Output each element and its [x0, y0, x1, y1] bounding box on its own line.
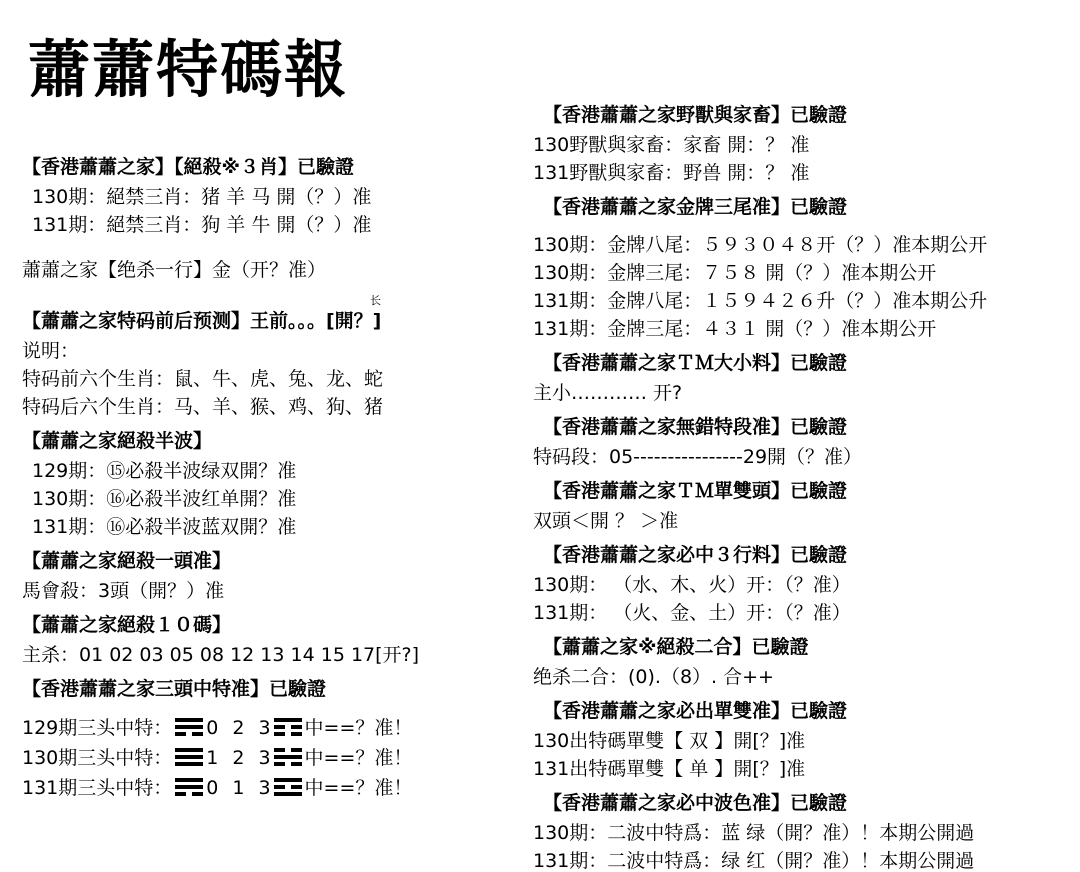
text-line: 131期： （火、金、土）开：（？准） — [533, 602, 851, 624]
row-period-label: 130期三头中特： — [22, 747, 173, 769]
section-header-tmdanshuangtou: 【香港蕭蕭之家ＴＭ單雙頭】已驗證 — [543, 480, 848, 502]
trigram-icon — [274, 718, 302, 739]
row-value-3: 3 — [258, 717, 271, 739]
text-line: 主杀：01 02 03 05 08 12 13 14 15 17[开?] — [22, 644, 420, 666]
text-line: 130期：金牌三尾：７５８ 開（？）准本期公开 — [533, 262, 937, 284]
row-value-3: 3 — [258, 747, 271, 769]
trigram-icon — [274, 778, 302, 799]
section-header-tmdaxiaoliao: 【香港蕭蕭之家ＴＭ大小料】已驗證 — [543, 352, 848, 374]
section-header-bichudanshuang: 【香港蕭蕭之家必出單雙准】已驗證 — [543, 700, 848, 722]
table-row — [22, 778, 522, 799]
superscript-mark: 长 — [370, 294, 381, 307]
text-line: 特码后六个生肖：马、羊、猴、鸡、狗、猪 — [22, 396, 384, 418]
page-title: 蕭蕭特碼報 — [28, 33, 349, 106]
row-value-1: 0 — [206, 717, 219, 739]
text-line: 130野獸與家畜：家畜 開：？ 准 — [533, 134, 810, 156]
section-header-yeshoujiachu: 【香港蕭蕭之家野獸與家畜】已驗證 — [543, 104, 848, 126]
section-header-wucuoteduan: 【香港蕭蕭之家無錯特段准】已驗證 — [543, 416, 848, 438]
trigram-icon — [175, 748, 203, 769]
row-tail: 中==？准！ — [304, 747, 413, 769]
text-line: 130期：⑯必殺半波红单開？准 — [32, 488, 297, 510]
text-line: 特码前六个生肖：鼠、牛、虎、兔、龙、蛇 — [22, 368, 384, 390]
text-line: 131期：金牌八尾：１５９４２６升（？）准本期公升 — [533, 290, 988, 312]
text-line: 双頭＜開 ？ ＞准 — [533, 510, 679, 532]
text-line-jueshayihang: 蕭蕭之家【绝杀一行】金（开？准） — [22, 259, 327, 281]
text-line: 绝杀二合：(0).（8）. 合++ — [533, 666, 774, 688]
row-period-label: 131期三头中特： — [22, 777, 173, 799]
text-line: 131期：⑯必殺半波蓝双開？准 — [32, 516, 297, 538]
text-line: 130期： （水、木、火）开：（？准） — [533, 574, 851, 596]
text-line: 说明： — [22, 340, 80, 362]
trigram-icon — [175, 778, 203, 799]
row-value-2: 1 — [232, 777, 245, 799]
right-column — [533, 100, 1078, 871]
section-header-jinpaisanwei: 【香港蕭蕭之家金牌三尾准】已驗證 — [543, 196, 848, 218]
section-header-bizhongbose: 【香港蕭蕭之家必中波色准】已驗證 — [543, 792, 848, 814]
trigram-icon — [175, 718, 203, 739]
section-header-jueshe10ma: 【蕭蕭之家絕殺１０碼】 — [22, 614, 232, 636]
section-header-temaqianhou: 【蕭蕭之家特码前后预测】王前。。。[開？] — [22, 310, 382, 332]
text-line: 131期：二波中特爲：绿 红（開？准）！本期公開過 — [533, 850, 975, 872]
row-value-1: 0 — [206, 777, 219, 799]
row-value-2: 2 — [232, 717, 245, 739]
section-header-jueshabanbo: 【蕭蕭之家絕殺半波】 — [22, 430, 213, 452]
text-line: 131出特碼單雙【 单 】開[？]准 — [533, 758, 806, 780]
row-tail: 中==？准！ — [304, 777, 413, 799]
row-value-2: 2 — [232, 747, 245, 769]
left-column — [22, 152, 522, 799]
text-line: 131期：金牌三尾：４３１ 開（？）准本期公开 — [533, 318, 937, 340]
text-line: 130出特碼單雙【 双 】開[？]准 — [533, 730, 806, 752]
table-row — [22, 718, 522, 739]
trigram-icon — [274, 748, 302, 769]
row-period-label: 129期三头中特： — [22, 717, 173, 739]
text-line: 130期：絕禁三肖：猪 羊 马 開（？）准 — [32, 186, 372, 208]
text-line: 主小………… 开? — [533, 382, 683, 404]
table-row — [22, 748, 522, 769]
section-header-jueshayitou: 【蕭蕭之家絕殺一頭准】 — [22, 550, 232, 572]
section-header-jueshaerhe: 【蕭蕭之家※絕殺二合】已驗證 — [543, 636, 809, 658]
section-header-absha3xiao: 【香港蕭蕭之家】【絕殺※３肖】已驗證 — [22, 156, 354, 178]
row-tail: 中==？准！ — [304, 717, 413, 739]
text-line: 特码段：05----------------29開（？准） — [533, 446, 863, 468]
text-line: 130期：二波中特爲：蓝 绿（開？准）！本期公開過 — [533, 822, 975, 844]
row-value-3: 3 — [258, 777, 271, 799]
section-header-bizhong3hangliao: 【香港蕭蕭之家必中３行料】已驗證 — [543, 544, 848, 566]
text-line: 131期：絕禁三肖：狗 羊 牛 開（？）准 — [32, 214, 372, 236]
row-value-1: 1 — [206, 747, 219, 769]
text-line: 129期：⑮必殺半波绿双開？准 — [32, 460, 297, 482]
section-header-santouzhongte: 【香港蕭蕭之家三頭中特准】已驗證 — [22, 678, 327, 700]
text-line: 馬會殺：3頭（開？）准 — [22, 580, 225, 602]
text-line: 131野獸與家畜：野兽 開：？ 准 — [533, 162, 810, 184]
text-line: 130期：金牌八尾：５９３０４８开（？）准本期公开 — [533, 234, 988, 256]
